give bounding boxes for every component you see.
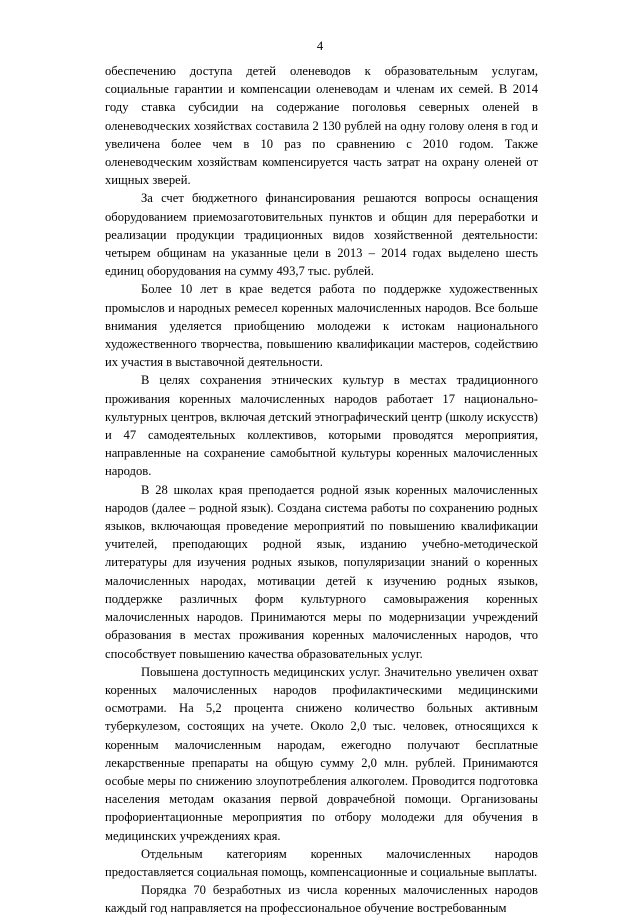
paragraph-reindeer-herders-support: обеспечению доступа детей оленеводов к образовательным услугам, социальные гарантии и компенсации оленеводам и членам их семей. В 2014 году ставка субсидии на содержание поголовья северных оленей в оленеводческих хозяйствах составила 2 130 рублей на одну голову оленя в год и увеличена более чем в 10 раз по сравнению с 2010 годом. Также оленеводческим хозяйствам компенсируется часть затрат на охрану оленей от хищных зверей. [105, 64, 538, 188]
paragraph-budget-equipment: За счет бюджетного финансирования решаются вопросы оснащения оборудованием приемозаготовительных пунктов и общин для переработки и реализации продукции традиционных видов хозяйственной деятельности: четырем общинам на указанные цели в 2013 – 2014 годах выделено шесть единиц оборудования на сумму 493,7 тыс. рублей. [105, 191, 538, 279]
paragraph-social-assistance: Отдельным категориям коренных малочисленных народов предоставляется социальная помощь, компенсационные и социальные выплаты. [105, 846, 538, 879]
page-number: 4 [316, 39, 324, 53]
paragraph-professional-training: Порядка 70 безработных из числа коренных малочисленных народов каждый год направляется на профессиональное обучение востребованным [105, 883, 538, 916]
paragraph-native-language: В 28 школах края преподается родной язык коренных малочисленных народов (далее – родной язык). Создана система работы по сохранению родных языков, включающая проведение мероприятий по повышению квалификации учителей, преподающих родной язык, изданию учебно-методической литературы для изучения родных языков, популяризации знаний о коренных малочисленных народах, мотивации детей к изучению родных языков, поддержке различных форм культурного самовыражения коренных малочисленных народов. Принимаются меры по модернизации учреждений образования в местах проживания коренных малочисленных народов, что способствует повышению качества образовательных услуг. [105, 482, 538, 661]
body-text [105, 62, 538, 918]
paragraph-cultural-centers: В целях сохранения этнических культур в местах традиционного проживания коренных малочисленных народов работает 17 национально-культурных центров, включая детский этнографический центр (школу искусств) и 47 самодеятельных коллективов, которыми проводятся мероприятия, направленные на сохранение самобытной культуры коренных малочисленных народов. [105, 373, 538, 479]
paragraph-crafts-support: Более 10 лет в крае ведется работа по поддержке художественных промыслов и народных ремесел коренных малочисленных народов. Все больше внимания уделяется приобщению молодежи к истокам национального художественного творчества, повышению квалификации мастеров, содействию их участия в выставочной деятельности. [105, 282, 538, 370]
paragraph-medical-services: Повышена доступность медицинских услуг. Значительно увеличен охват коренных малочисленных народов профилактическими медицинскими осмотрами. На 5,2 процента снижено количество больных активным туберкулезом, состоящих на учете. Около 2,0 тыс. человек, относящихся к коренным малочисленным народам, ежегодно получают бесплатные лекарственные препараты на общую сумму 2,0 млн. рублей. Принимаются особые меры по снижению злоупотребления алкоголем. Проводится подготовка населения методам оказания первой доврачебной помощи. Организованы профориентационные мероприятия по отбору молодежи для обучения в медицинских учреждениях края. [105, 664, 538, 843]
